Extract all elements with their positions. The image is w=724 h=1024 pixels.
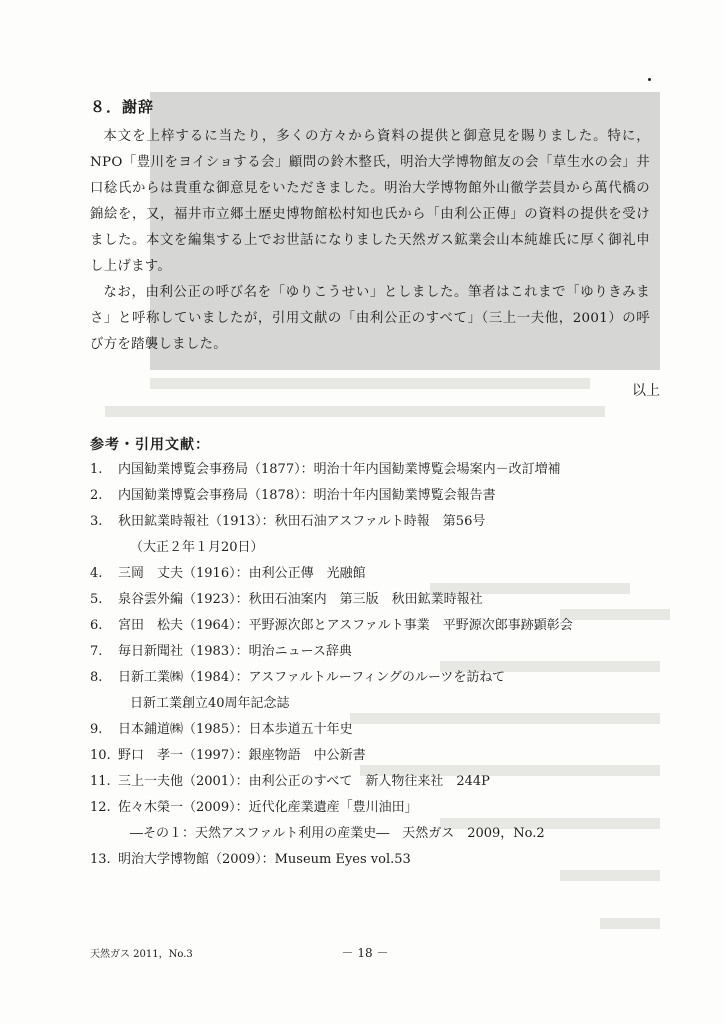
reference-item (90, 639, 670, 665)
reference-text: 野口 孝一（1997）：銀座物語 中公新書 (118, 748, 366, 763)
journal-footer: 天然ガス 2011，No.3 (90, 949, 193, 960)
reference-number: 12. (90, 800, 111, 815)
reference-number: 2. (90, 488, 103, 503)
reference-text: 日新工業創立40周年記念誌 (130, 696, 290, 711)
reference-item (90, 613, 670, 639)
reference-text: 秋田鉱業時報社（1913）：秋田石油アスファルト時報 第56号 (118, 514, 486, 529)
bleed-through-line (105, 406, 605, 417)
reference-item (90, 717, 670, 743)
reference-number: 7. (90, 644, 103, 659)
reference-item (90, 665, 670, 691)
reference-text: 佐々木榮一（2009）：近代化産業遺産「豊川油田」 (118, 800, 418, 815)
reference-number: 3. (90, 514, 103, 529)
reference-number: 1. (90, 462, 103, 477)
reference-item (90, 483, 670, 509)
paragraph: 本文を上梓するに当たり，多くの方々から資料の提供と御意見を賜りました。特に，NPO「豊川をヨイショする会」顧問の鈴木整氏，明治大学博物館友の会「草生水の会」井口稔氏からは貴重な御意見をいただきました。明治大学博物館外山徹学芸員から萬代橋の錦絵を，又，福井市立郷土歴史博物館松村知也氏から「由利公正傳」の資料の提供を受けました。本文を編集する上でお世話になりました天然ガス鉱業会山本純雄氏に厚く御礼申し上げます。 (90, 129, 650, 274)
paragraph: なお，由利公正の呼び名を「ゆりこうせい」としました。筆者はこれまで「ゆりきみまさ」と呼称していましたが，引用文献の「由利公正のすべて」（三上一夫他，2001）の呼び方を踏襲しました。 (90, 285, 650, 352)
scan-speck (648, 78, 651, 81)
reference-text: 内国勧業博覧会事務局（1877）：明治十年内国勧業博覧会場案内－改訂増補 (118, 462, 561, 477)
reference-text: 明治大学博物館（2009）：Museum Eyes vol.53 (118, 852, 411, 867)
reference-item (90, 509, 670, 535)
reference-item (90, 769, 670, 795)
reference-text: 日新工業㈱（1984）：アスファルトルーフィングのルーツを訪ねて (118, 670, 506, 685)
reference-text: 宮田 松夫（1964）：平野源次郎とアスファルト事業 平野源次郎事跡顕彰会 (118, 618, 573, 633)
acknowledgement-body (90, 124, 650, 358)
references-list (90, 457, 670, 873)
reference-text: 毎日新聞社（1983）：明治ニュース辞典 (118, 644, 352, 659)
reference-number: 10. (90, 748, 111, 763)
reference-item (90, 561, 670, 587)
reference-number: 5. (90, 592, 103, 607)
reference-number: 13. (90, 852, 111, 867)
reference-text: 泉谷雲外編（1923）：秋田石油案内 第三版 秋田鉱業時報社 (118, 592, 483, 607)
reference-number: 9. (90, 722, 103, 737)
reference-text: 日本鋪道㈱（1985）：日本歩道五十年史 (118, 722, 353, 737)
bleed-through-line (150, 378, 590, 389)
reference-text: 内国勧業博覧会事務局（1878）：明治十年内国勧業博覧会報告書 (118, 488, 496, 503)
section-heading: ８．謝辞 (90, 98, 155, 116)
reference-continuation (90, 535, 670, 561)
reference-text: 三上一夫他（2001）：由利公正のすべて 新人物往来社 244P (118, 774, 490, 789)
reference-continuation (90, 821, 670, 847)
reference-number: 11. (90, 774, 111, 789)
reference-text: 三岡 丈夫（1916）：由利公正傳 光融館 (118, 566, 366, 581)
page-number: － 18 － (341, 946, 389, 960)
reference-item (90, 457, 670, 483)
reference-item (90, 847, 670, 873)
bleed-through-line (600, 918, 660, 929)
closing-mark: 以上 (632, 383, 660, 399)
reference-text: （大正２年１月20日） (130, 540, 264, 555)
reference-item (90, 587, 670, 613)
reference-continuation (90, 691, 670, 717)
reference-text: ―その１：天然アスファルト利用の産業史― 天然ガス 2009，No.2 (130, 826, 545, 841)
reference-item (90, 795, 670, 821)
reference-number: 8. (90, 670, 103, 685)
reference-item (90, 743, 670, 769)
reference-number: 6. (90, 618, 103, 633)
references-heading: 参考・引用文献： (90, 437, 210, 453)
reference-number: 4. (90, 566, 103, 581)
